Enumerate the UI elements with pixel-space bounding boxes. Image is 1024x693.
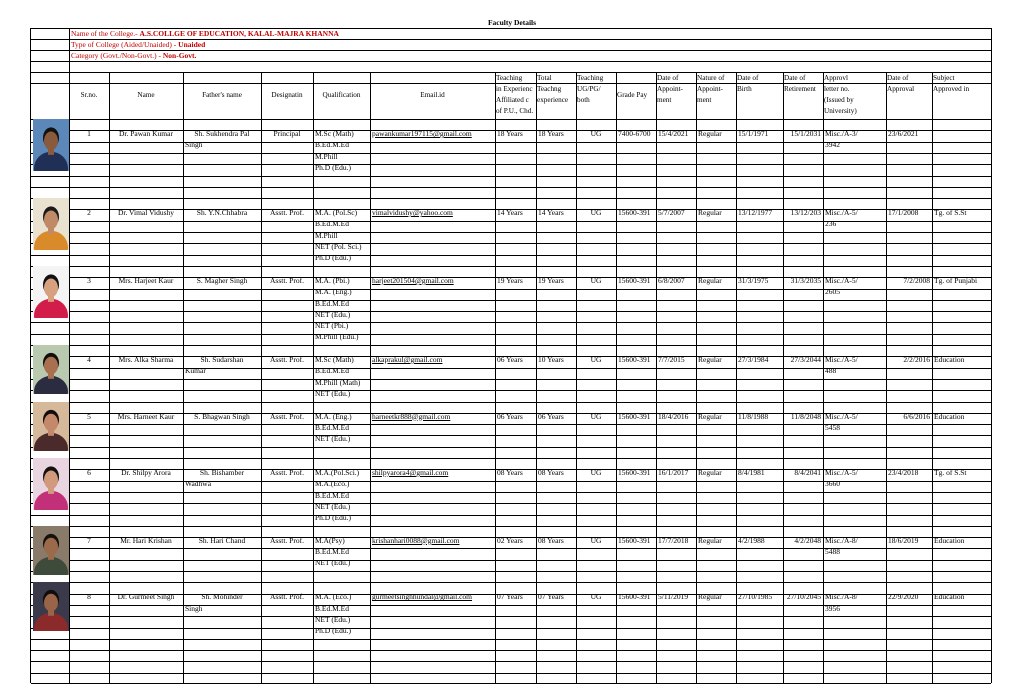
col-header-ug-pg-line: both xyxy=(577,96,590,104)
faculty-retirement: 13/12/203 xyxy=(790,208,821,218)
grid-row-line xyxy=(31,571,991,572)
faculty-nature-appointment: Regular xyxy=(698,355,722,364)
faculty-photo xyxy=(33,119,69,171)
col-header-email: Email.id xyxy=(420,91,445,99)
faculty-qualification: B.Ed.M.Ed xyxy=(315,298,349,308)
faculty-srno: 8 xyxy=(87,592,91,602)
faculty-exp-affiliated: 02 Years xyxy=(497,535,523,545)
faculty-father-name: Wadhwa xyxy=(185,479,212,489)
grid-row-line xyxy=(31,379,991,380)
faculty-approval-letter: Misc./A-5/ xyxy=(825,275,858,285)
faculty-designation: Asstt. Prof. xyxy=(270,468,304,477)
faculty-exp-total: 18 Years xyxy=(538,129,564,138)
faculty-date-approval: 17/1/2008 xyxy=(888,208,919,218)
faculty-qualification: Ph.D (Edu.) xyxy=(315,162,352,172)
college-category-value: Non-Govt. xyxy=(162,51,197,60)
faculty-approval-letter: 236 xyxy=(825,219,837,229)
faculty-srno: 4 xyxy=(87,355,91,364)
faculty-designation: Asstt. Prof. xyxy=(270,592,304,602)
grid-row-line xyxy=(31,187,991,188)
faculty-qualification: NET (Pol. Sci.) xyxy=(315,242,362,251)
faculty-qualification: NET (Edu.) xyxy=(315,501,351,511)
faculty-retirement: 8/4/2041 xyxy=(794,468,821,477)
col-header-date-appointment-line: Date of xyxy=(657,74,679,82)
faculty-name: Dr. Pawan Kumar xyxy=(119,129,173,138)
faculty-date-appointment: 5/11/2019 xyxy=(658,592,689,602)
faculty-exp-total: 08 Years xyxy=(538,468,564,477)
grid-row-line xyxy=(31,616,991,617)
faculty-qualification: M.A. (Eng.) xyxy=(315,411,352,421)
faculty-qualification: M.Phill xyxy=(315,151,338,161)
faculty-dob: 15/1/1971 xyxy=(738,129,769,138)
faculty-qualification: M.A. (Pol.Sc) xyxy=(315,208,358,218)
faculty-email-link[interactable]: krishanhari0088@gmail.com xyxy=(372,535,460,545)
faculty-dob: 13/12/1977 xyxy=(738,208,773,218)
faculty-ug-pg: UG xyxy=(590,129,602,138)
col-header-approval-letter xyxy=(824,73,885,117)
faculty-qualification: B.Ed.M.Ed xyxy=(315,422,349,432)
faculty-subject: Education xyxy=(934,355,965,364)
col-header-exp-affiliated-line: Affiliated c xyxy=(496,96,529,104)
grid-row-line xyxy=(31,176,991,177)
grid-row-line xyxy=(31,390,991,391)
faculty-father-name: Sh. Sudarshan xyxy=(200,355,244,364)
col-header-nature-line: Nature of xyxy=(697,74,725,82)
faculty-name: Dr. Vimal Vidushy xyxy=(117,208,175,218)
faculty-exp-affiliated: 06 Years xyxy=(497,355,523,364)
faculty-date-approval: 23/4/2018 xyxy=(888,468,919,477)
portrait-image xyxy=(33,458,69,510)
grid-row-line xyxy=(31,628,991,629)
faculty-dob: 11/8/1988 xyxy=(738,411,769,421)
faculty-grade-pay: 15600-391 xyxy=(618,275,651,285)
col-header-total-exp-line: Teachng xyxy=(537,85,562,93)
faculty-email-link[interactable]: harneetkr888@gmail.com xyxy=(372,411,451,421)
col-header-ug-pg-line: UG/PG/ xyxy=(577,85,601,93)
faculty-srno: 5 xyxy=(87,411,91,421)
faculty-grade-pay: 15600-391 xyxy=(618,411,651,421)
col-header-grade-pay: Grade Pay xyxy=(617,91,648,99)
faculty-exp-affiliated: 06 Years xyxy=(497,411,523,421)
portrait-image xyxy=(33,198,69,250)
col-header-exp-affiliated-line: in Experienc xyxy=(496,85,533,93)
faculty-designation: Asstt. Prof. xyxy=(270,411,304,421)
faculty-ug-pg: UG xyxy=(590,208,602,218)
faculty-qualification: M.Phill xyxy=(315,230,338,240)
faculty-qualification: B.Ed.M.Ed xyxy=(315,547,349,557)
faculty-father-name: Singh xyxy=(185,140,203,150)
faculty-qualification: M.A. (Eng.) xyxy=(315,287,352,297)
faculty-table xyxy=(30,28,992,683)
faculty-date-appointment: 6/8/2007 xyxy=(658,275,685,285)
faculty-qualification: Ph.D (Edu.) xyxy=(315,253,352,263)
faculty-qualification: NET (Edu.) xyxy=(315,614,351,624)
faculty-ug-pg: UG xyxy=(590,468,602,477)
faculty-subject: Tg. of S.St xyxy=(934,208,967,218)
faculty-approval-letter: 5458 xyxy=(825,422,840,432)
faculty-retirement: 27/10/2045 xyxy=(786,592,821,602)
faculty-approval-letter: Misc./A-5/ xyxy=(825,468,858,477)
faculty-father-name: Sh. Mohinder xyxy=(201,592,243,602)
faculty-designation: Asstt. Prof. xyxy=(270,275,304,285)
faculty-exp-affiliated: 07 Years xyxy=(497,592,523,602)
col-header-exp-affiliated-line: Teaching xyxy=(496,74,523,82)
faculty-photo xyxy=(33,458,69,510)
faculty-subject: Tg. of S.St xyxy=(934,468,967,477)
grid-row-line xyxy=(31,650,991,651)
faculty-date-appointment: 17/7/2018 xyxy=(658,535,689,545)
faculty-qualification: M.A. (Eco.) xyxy=(315,592,352,602)
col-header-retirement xyxy=(784,73,822,95)
col-header-nature xyxy=(697,73,735,106)
header-bottom-line xyxy=(31,119,991,120)
college-name xyxy=(71,29,339,40)
faculty-father-name: Sh. Y.N.Chhabra xyxy=(196,208,248,218)
faculty-photo xyxy=(33,582,69,631)
faculty-date-approval: 23/6/2021 xyxy=(888,129,919,138)
col-header-dob xyxy=(737,73,782,95)
faculty-qualification: B.Ed.M.Ed xyxy=(315,603,349,613)
col-header-approval-letter-line: University) xyxy=(824,107,857,115)
faculty-date-appointment: 18/4/2016 xyxy=(658,411,689,421)
col-header-ug-pg xyxy=(577,73,615,106)
faculty-qualification: B.Ed.M.Ed xyxy=(315,366,349,376)
faculty-srno: 3 xyxy=(87,275,91,285)
faculty-photo xyxy=(33,198,69,250)
grid-row-line xyxy=(31,560,991,561)
grid-row-line xyxy=(31,582,991,583)
faculty-qualification: M.A.(Eco.) xyxy=(315,479,350,489)
faculty-retirement: 31/3/2035 xyxy=(790,275,821,285)
portrait-image xyxy=(33,345,69,394)
faculty-father-name: Kumar xyxy=(185,366,206,376)
faculty-exp-affiliated: 08 Years xyxy=(497,468,523,477)
faculty-qualification: NET (Edu.) xyxy=(315,434,351,444)
faculty-nature-appointment: Regular xyxy=(698,129,722,138)
grid-row-line xyxy=(31,458,991,459)
faculty-nature-appointment: Regular xyxy=(698,275,722,285)
faculty-srno: 7 xyxy=(87,535,91,545)
col-header-date-approval-line: Date of xyxy=(887,74,909,82)
faculty-photo xyxy=(33,526,69,575)
faculty-qualification: M.A(Psy) xyxy=(315,535,345,545)
faculty-subject: Education xyxy=(934,411,965,421)
college-name-label: Name of the College.- xyxy=(71,29,140,38)
faculty-father-name: Singh xyxy=(185,603,203,613)
grid-row-line xyxy=(31,198,991,199)
faculty-approval-letter: Misc./A-5/ xyxy=(825,208,858,218)
col-header-approval-letter-line: (Issued by xyxy=(824,96,854,104)
faculty-approval-letter: 3956 xyxy=(825,603,840,613)
faculty-email-link[interactable]: pawankumar197115@gmail.com xyxy=(372,129,472,138)
faculty-nature-appointment: Regular xyxy=(698,468,722,477)
faculty-email-link[interactable]: alkaprakul@gmail.com xyxy=(372,355,443,364)
faculty-ug-pg: UG xyxy=(590,535,602,545)
faculty-approval-letter: Misc./A-8/ xyxy=(825,592,858,602)
college-category xyxy=(71,51,196,62)
faculty-retirement: 11/8/2048 xyxy=(790,411,821,421)
col-header-father: Father's name xyxy=(202,91,242,99)
grid-row-line xyxy=(31,345,991,346)
college-type-label: Type of College (Aided/Unaided) - xyxy=(71,40,179,49)
col-header-srno: Sr.no. xyxy=(80,91,98,99)
col-header-dob-line: Birth xyxy=(737,85,752,93)
col-header-ug-pg-line: Teaching xyxy=(577,74,604,82)
grid-row-line xyxy=(31,153,991,154)
faculty-qualification: M.Phill (Edu.) xyxy=(315,332,359,342)
faculty-qualification: NET (Edu.) xyxy=(315,309,351,319)
col-header-date-appointment xyxy=(657,73,695,106)
faculty-approval-letter: 2605 xyxy=(825,287,840,297)
col-header-nature-line: ment xyxy=(697,96,712,104)
grid-row-line xyxy=(31,435,991,436)
faculty-approval-letter: Misc./A-3/ xyxy=(825,129,858,138)
faculty-approval-letter: 488 xyxy=(825,366,837,376)
faculty-srno: 2 xyxy=(87,208,91,218)
col-header-exp-affiliated-line: of P.U., Chd. xyxy=(496,107,534,115)
faculty-email-link[interactable]: gurmeetsinghhundal@gmail.com xyxy=(372,592,473,602)
faculty-date-approval: 2/2/2016 xyxy=(903,355,930,364)
col-header-nature-line: Appoint- xyxy=(697,85,723,93)
faculty-exp-total: 19 Years xyxy=(538,275,564,285)
faculty-approval-letter: 3942 xyxy=(825,140,840,150)
col-header-subject-line: Subject xyxy=(933,74,955,82)
faculty-srno: 1 xyxy=(87,129,91,138)
faculty-date-appointment: 16/1/2017 xyxy=(658,468,689,477)
faculty-ug-pg: UG xyxy=(590,411,602,421)
faculty-retirement: 15/1/2031 xyxy=(790,129,821,138)
faculty-approval-letter: Misc./A-5/ xyxy=(825,411,858,421)
faculty-approval-letter: 3660 xyxy=(825,479,840,489)
faculty-photo xyxy=(33,345,69,394)
faculty-date-approval: 7/2/2008 xyxy=(903,275,930,285)
faculty-qualification: B.Ed.M.Ed xyxy=(315,490,349,500)
faculty-name: Mrs. Alka Sharma xyxy=(118,355,174,364)
faculty-approval-letter: 5488 xyxy=(825,547,840,557)
col-header-date-appointment-line: Appoint- xyxy=(657,85,683,93)
faculty-qualification: M.Sc (Math) xyxy=(315,129,354,138)
faculty-retirement: 27/3/2044 xyxy=(790,355,821,364)
grid-row-line xyxy=(31,661,991,662)
col-header-date-approval xyxy=(887,73,931,95)
faculty-designation: Asstt. Prof. xyxy=(270,535,304,545)
faculty-name: Dr. Gurmeet Singh xyxy=(117,592,175,602)
faculty-grade-pay: 15600-391 xyxy=(618,208,651,218)
faculty-grade-pay: 15600-391 xyxy=(618,355,651,364)
col-header-subject xyxy=(933,73,990,95)
faculty-qualification: B.Ed.M.Ed xyxy=(315,219,349,229)
faculty-dob: 31/3/1975 xyxy=(738,275,769,285)
grid-row-line xyxy=(31,311,991,312)
college-name-value: A.S.COLLGE OF EDUCATION, KALAL-MAJRA KHANNA xyxy=(139,29,339,38)
faculty-email-link[interactable]: shilpyarora4@gmail.com xyxy=(372,468,449,477)
faculty-subject: Tg. of Punjabi xyxy=(934,275,978,285)
portrait-image xyxy=(33,119,69,171)
faculty-designation: Principal xyxy=(273,129,301,138)
grid-row-line xyxy=(31,402,991,403)
col-header-approval-letter-line: Approvl xyxy=(824,74,848,82)
col-header-approval-letter-line: letter no. xyxy=(824,85,850,93)
faculty-designation: Asstt. Prof. xyxy=(270,208,304,218)
col-header-dob-line: Date of xyxy=(737,74,759,82)
faculty-nature-appointment: Regular xyxy=(698,535,722,545)
grid-row-line xyxy=(31,266,991,267)
portrait-image xyxy=(33,402,69,451)
grid-row-line xyxy=(31,526,991,527)
faculty-name: Mrs. Harjeet Kaur xyxy=(118,275,174,285)
faculty-nature-appointment: Regular xyxy=(698,208,722,218)
faculty-date-appointment: 7/7/2015 xyxy=(658,355,685,364)
faculty-qualification: M.Phill (Math) xyxy=(315,377,361,387)
faculty-photo xyxy=(33,402,69,451)
faculty-date-approval: 18/6/2019 xyxy=(888,535,919,545)
faculty-approval-letter: Misc./A-5/ xyxy=(825,355,858,364)
faculty-exp-total: 14 Years xyxy=(538,208,564,218)
faculty-qualification: B.Ed.M.Ed xyxy=(315,140,349,150)
faculty-date-appointment: 5/7/2007 xyxy=(658,208,685,218)
portrait-image xyxy=(33,266,69,318)
col-header-date-approval-line: Approval xyxy=(887,85,915,93)
portrait-image xyxy=(33,526,69,575)
faculty-designation: Asstt. Prof. xyxy=(270,355,304,364)
faculty-exp-affiliated: 14 Years xyxy=(497,208,523,218)
col-header-qualification: Qualification xyxy=(322,91,361,99)
faculty-qualification: Ph.D (Edu.) xyxy=(315,513,352,523)
faculty-qualification: M.A.(Pol.Sci.) xyxy=(315,468,360,477)
faculty-dob: 8/4/1981 xyxy=(738,468,765,477)
grid-row-line xyxy=(31,243,991,244)
faculty-name: Mr. Hari Krishan xyxy=(120,535,172,545)
faculty-srno: 6 xyxy=(87,468,91,477)
faculty-qualification: M.Sc (Math) xyxy=(315,355,354,364)
faculty-ug-pg: UG xyxy=(590,592,602,602)
faculty-exp-affiliated: 19 Years xyxy=(497,275,523,285)
faculty-date-appointment: 15/4/2021 xyxy=(658,129,689,138)
faculty-subject: Education xyxy=(934,592,965,602)
faculty-grade-pay: 15600-391 xyxy=(618,468,651,477)
col-header-total-exp-line: experience xyxy=(537,96,569,104)
col-header-subject-line: Approved in xyxy=(933,85,970,93)
col-header-total-exp xyxy=(537,73,575,106)
sheet-title: Faculty Details xyxy=(487,18,537,27)
faculty-dob: 4/2/1988 xyxy=(738,535,765,545)
grid-row-line xyxy=(31,322,991,323)
portrait-image xyxy=(33,582,69,631)
faculty-exp-affiliated: 18 Years xyxy=(497,129,523,138)
grid-row-line xyxy=(31,503,991,504)
faculty-father-name: S. Bhagwan Singh xyxy=(194,411,250,421)
col-header-retirement-line: Date of xyxy=(784,74,806,82)
faculty-subject: Education xyxy=(934,535,965,545)
faculty-qualification: NET (Edu.) xyxy=(315,558,351,568)
col-header-exp-affiliated xyxy=(496,73,535,117)
col-header-name: Name xyxy=(137,91,155,99)
faculty-grade-pay: 7400-6700 xyxy=(618,129,651,138)
grid-row-line xyxy=(31,515,991,516)
grid-row-line xyxy=(31,232,991,233)
grid-row-line xyxy=(31,334,991,335)
faculty-dob: 27/3/1984 xyxy=(738,355,769,364)
col-header-total-exp-line: Total xyxy=(537,74,552,82)
grid-row-line xyxy=(31,639,991,640)
faculty-exp-total: 10 Years xyxy=(538,355,564,364)
faculty-email-link[interactable]: vimalvidushy@yahoo.com xyxy=(372,208,453,218)
faculty-nature-appointment: Regular xyxy=(698,592,722,602)
faculty-exp-total: 08 Years xyxy=(538,535,564,545)
college-category-label: Category (Govt./Non-Govt.) - xyxy=(71,51,163,60)
grid-row-line xyxy=(31,673,991,674)
faculty-qualification: NET (Pbi.) xyxy=(315,321,349,331)
faculty-qualification: NET (Edu.) xyxy=(315,388,351,398)
col-header-date-appointment-line: ment xyxy=(657,96,672,104)
faculty-grade-pay: 15600-391 xyxy=(618,535,651,545)
college-type-value: Unaided xyxy=(178,40,206,49)
faculty-qualification: Ph.D (Edu.) xyxy=(315,626,352,636)
faculty-email-link[interactable]: harjeet201504@gmail.com xyxy=(372,275,454,285)
faculty-date-approval: 6/6/2016 xyxy=(903,411,930,421)
faculty-exp-total: 06 Years xyxy=(538,411,564,421)
faculty-photo xyxy=(33,266,69,318)
col-header-retirement-line: Retirement xyxy=(784,85,816,93)
faculty-nature-appointment: Regular xyxy=(698,411,722,421)
faculty-name: Mrs. Harneet Kaur xyxy=(117,411,175,421)
faculty-ug-pg: UG xyxy=(590,355,602,364)
faculty-father-name: Sh. Bishamber xyxy=(199,468,245,477)
grid-bottom-line xyxy=(31,683,991,684)
faculty-dob: 27/10/1985 xyxy=(738,592,773,602)
faculty-retirement: 4/2/2048 xyxy=(794,535,821,545)
faculty-grade-pay: 15600-391 xyxy=(618,592,651,602)
college-type xyxy=(71,40,205,51)
grid-row-line xyxy=(31,492,991,493)
faculty-father-name: Sh. Hari Chand xyxy=(198,535,246,545)
faculty-qualification: M.A. (Pbi.) xyxy=(315,275,350,285)
faculty-approval-letter: Misc./A-8/ xyxy=(825,535,858,545)
col-header-designation: Designatin xyxy=(271,91,303,99)
grid-row-line xyxy=(31,255,991,256)
faculty-date-approval: 22/9/2020 xyxy=(888,592,919,602)
faculty-exp-total: 07 Years xyxy=(538,592,564,602)
faculty-name: Dr. Shilpy Arora xyxy=(121,468,171,477)
faculty-ug-pg: UG xyxy=(590,275,602,285)
faculty-father-name: Sh. Sukhendra Pal xyxy=(194,129,250,138)
faculty-father-name: S. Magher Singh xyxy=(196,275,248,285)
grid-row-line xyxy=(31,300,991,301)
grid-row-line xyxy=(31,447,991,448)
grid-row-line xyxy=(31,164,991,165)
